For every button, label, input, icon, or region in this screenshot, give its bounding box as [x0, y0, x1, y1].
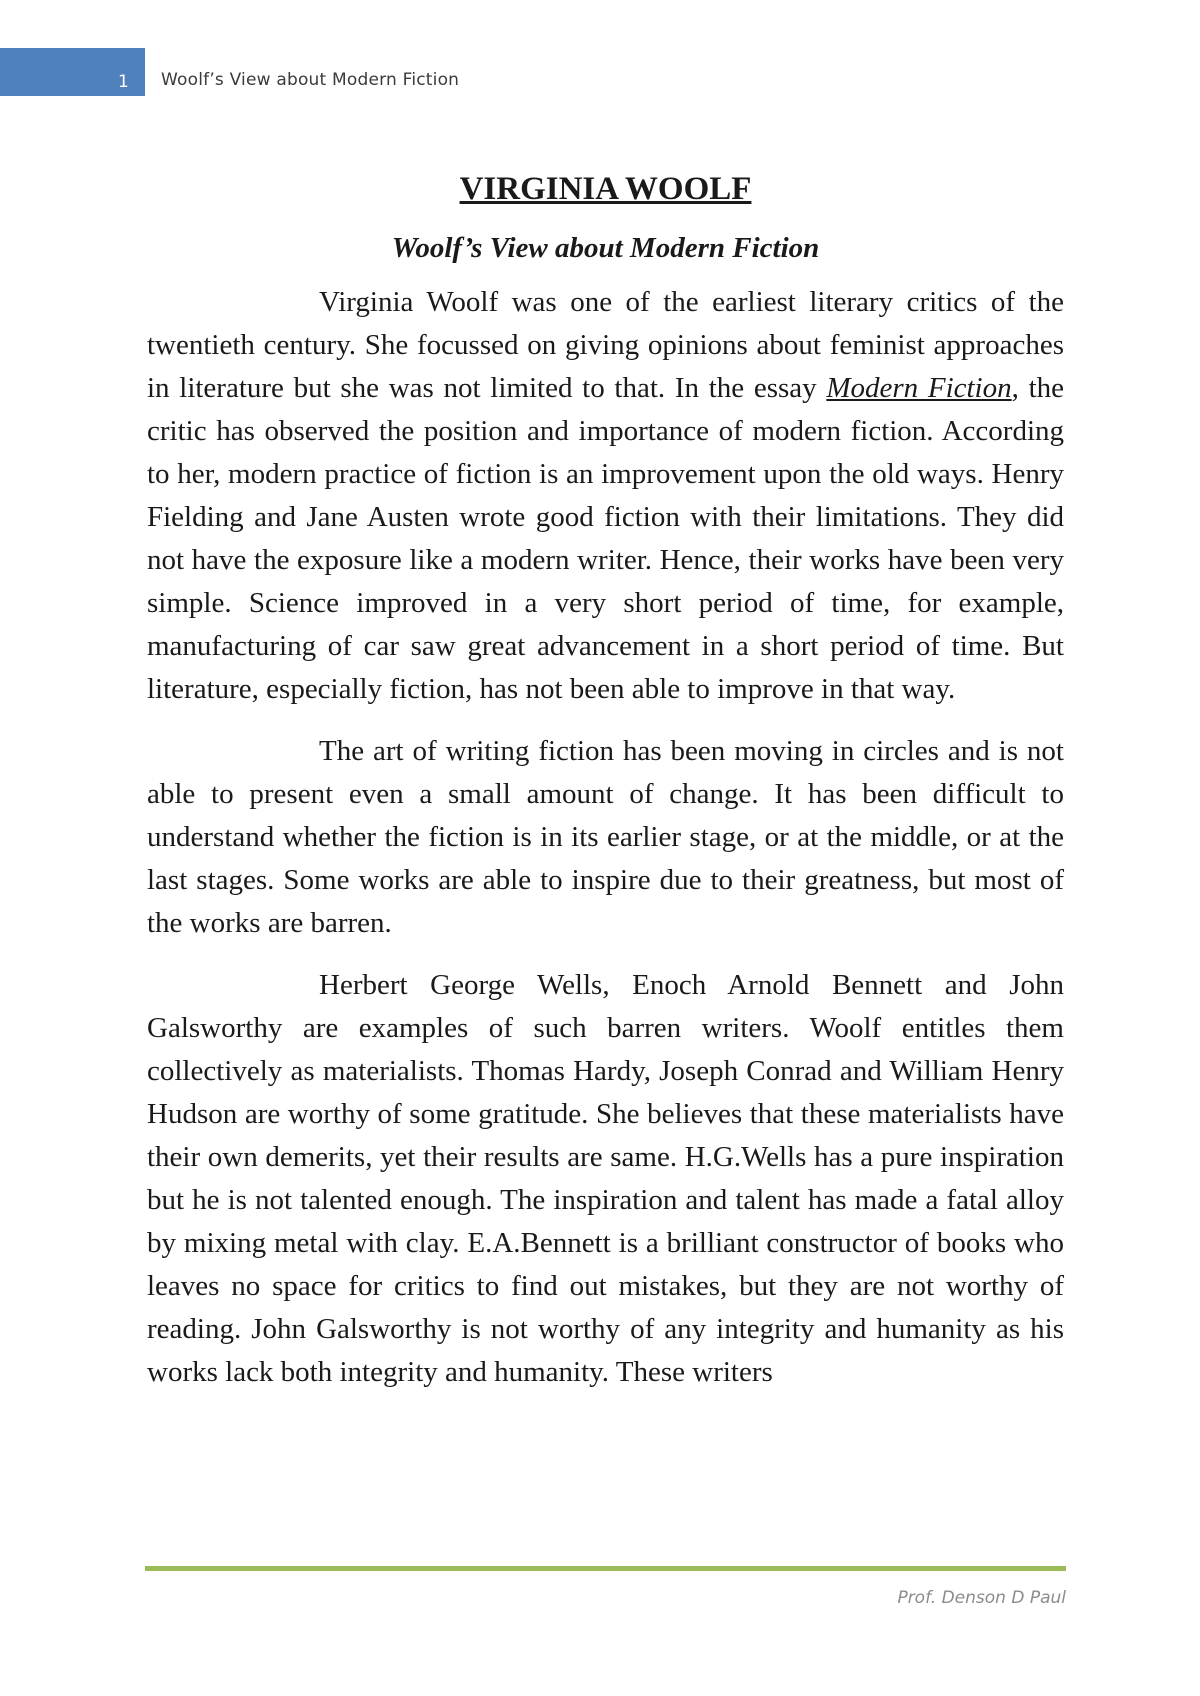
footer-author: Prof. Denson D Paul	[897, 1588, 1066, 1608]
paragraph-3: Herbert George Wells, Enoch Arnold Bennett and John Galsworthy are examples of such barren writers. Woolf entitles them collectively as materialists. Thomas Hardy, Joseph Conrad and William Henry Hudson are worthy of some gratitude. She believes that these materialists have their own demerits, yet their results are same. H.G.Wells has a pure inspiration but he is not talented enough. The inspiration and talent has made a fatal alloy by mixing metal with clay. E.A.Bennett is a brilliant constructor of books who leaves no space for critics to find out mistakes, but they are not worthy of reading. John Galsworthy is not worthy of any integrity and humanity as his works lack both integrity and humanity. These writers	[147, 969, 1064, 1388]
page-number: 1	[118, 72, 129, 92]
paragraph-1	[147, 281, 1064, 711]
paragraph-1-text-end: , the critic has observed the position and importance of modern fiction. According to her, modern practice of fiction is an improvement upon the old ways. Henry Fielding and Jane Austen wrote good fiction with their limitations. They did not have the exposure like a modern writer. Hence, their works have been very simple. Science improved in a very short period of time, for example, manufacturing of car saw great advancement in a short period of time. But literature, especially fiction, has not been able to improve in that way.	[147, 372, 1065, 705]
paragraph-1-text-start: Virginia Woolf was one of the earliest literary critics of the twentieth century. She focussed on giving opinions about feminist approaches in literature but she was not limited to that. In the essay	[147, 286, 1064, 404]
footer-divider	[145, 1566, 1066, 1571]
paragraph-2: The art of writing fiction has been moving in circles and is not able to present even a small amount of change. It has been difficult to understand whether the fiction is in its earlier stage, or at the middle, or at the last stages. Some works are able to inspire due to their greatness, but most of the works are barren.	[147, 735, 1064, 939]
running-header-title: Woolf’s View about Modern Fiction	[161, 70, 460, 90]
essay-title: Modern Fiction	[826, 372, 1012, 404]
document-title: VIRGINIA WOOLF	[459, 171, 752, 207]
document-subtitle: Woolf’s View about Modern Fiction	[391, 232, 820, 264]
document-body	[147, 165, 1064, 1413]
